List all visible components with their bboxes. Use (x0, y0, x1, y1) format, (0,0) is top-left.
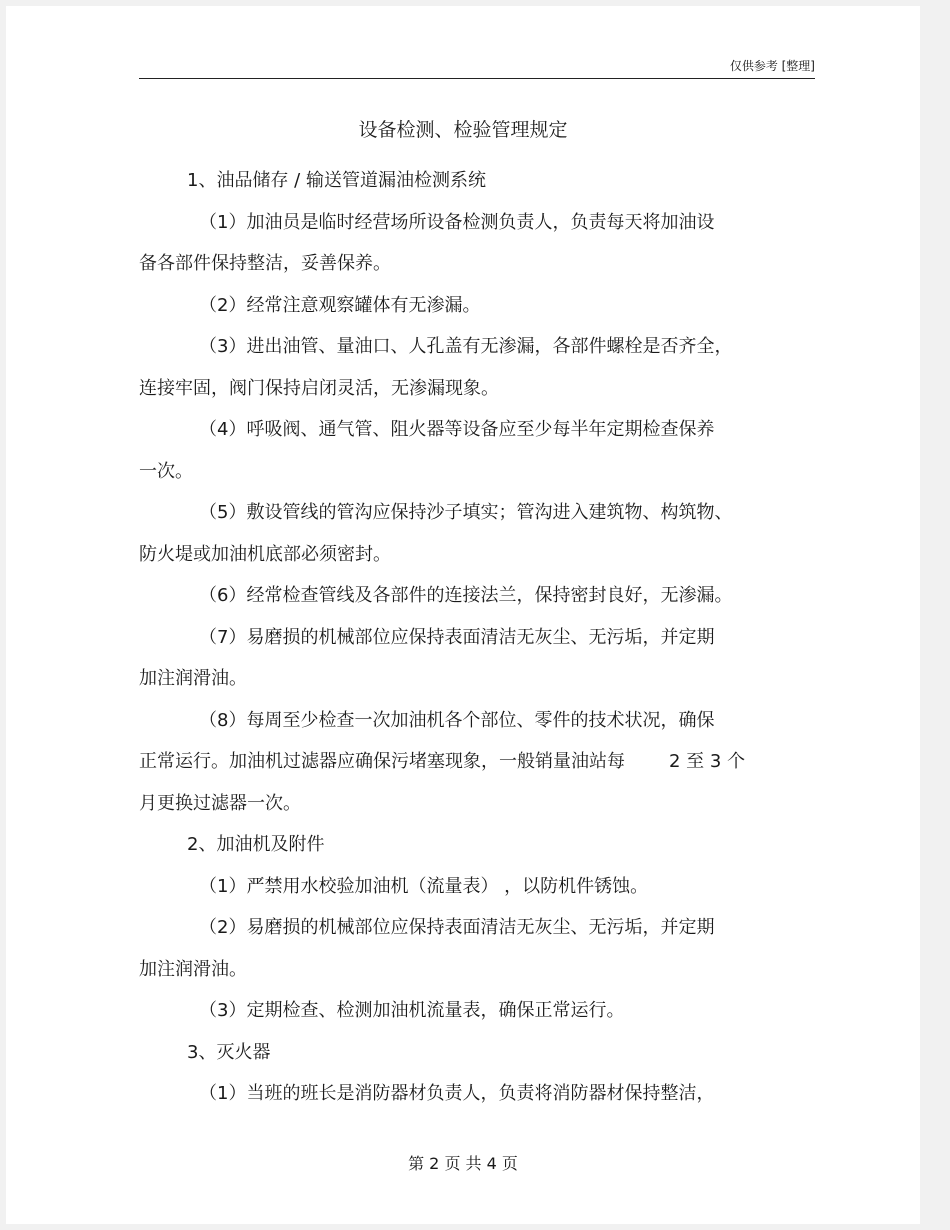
paragraph-line: 备各部件保持整洁，妥善保养。 (139, 253, 391, 274)
section-heading: 1、油品储存 / 输送管道漏油检测系统 (187, 170, 486, 191)
page-footer: 第 2 页 共 4 页 (408, 1154, 518, 1173)
paragraph-line: （1）加油员是临时经营场所设备检测负责人，负责每天将加油设 (199, 211, 715, 233)
paragraph-line: （8）每周至少检查一次加油机各个部位、零件的技术状况，确保 (199, 709, 715, 731)
paragraph-line: （4）呼吸阀、通气管、阻火器等设备应至少每半年定期检查保养 (199, 419, 715, 440)
section-heading: 3、灭火器 (187, 1041, 271, 1063)
paragraph-line: （3）定期检查、检测加油机流量表，确保正常运行。 (199, 1000, 625, 1021)
page-header: 仅供参考 [整理] (139, 59, 815, 79)
paragraph-line: （6）经常检查管线及各部件的连接法兰，保持密封良好，无渗漏。 (199, 585, 733, 606)
paragraph-line: 加注润滑油。 (139, 668, 247, 689)
paragraph-line: 月更换过滤器一次。 (139, 792, 301, 814)
paragraph-line: 防火堤或加油机底部必须密封。 (139, 543, 391, 565)
paragraph-line: （1）当班的班长是消防器材负责人，负责将消防器材保持整洁， (199, 1083, 715, 1104)
paragraph-text: 2 至 3 个 (669, 751, 746, 772)
paragraph-line: （3）进出油管、量油口、人孔盖有无渗漏，各部件螺栓是否齐全， (199, 336, 733, 357)
paragraph-line: 连接牢固，阀门保持启闭灵活，无渗漏现象。 (139, 377, 499, 399)
paragraph-line (139, 741, 815, 783)
document-title: 设备检测、检验管理规定 (358, 119, 568, 141)
paragraph-line: （2）经常注意观察罐体有无渗漏。 (199, 294, 481, 316)
document-page (6, 6, 920, 1224)
paragraph-line: （5）敷设管线的管沟应保持沙子填实；管沟进入建筑物、构筑物、 (199, 502, 733, 523)
paragraph-line: 一次。 (139, 460, 193, 482)
document-body (139, 160, 815, 1115)
paragraph-line: （2）易磨损的机械部位应保持表面清洁无灰尘、无污垢，并定期 (199, 917, 715, 938)
paragraph-text: 正常运行。加油机过滤器应确保污堵塞现象，一般销量油站每 (139, 751, 625, 772)
section-heading: 2、加油机及附件 (187, 834, 325, 855)
paragraph-line: （7）易磨损的机械部位应保持表面清洁无灰尘、无污垢，并定期 (199, 626, 715, 648)
paragraph-line: （1）严禁用水校验加油机（流量表） ，以防机件锈蚀。 (199, 875, 649, 897)
paragraph-line: 加注润滑油。 (139, 958, 247, 980)
